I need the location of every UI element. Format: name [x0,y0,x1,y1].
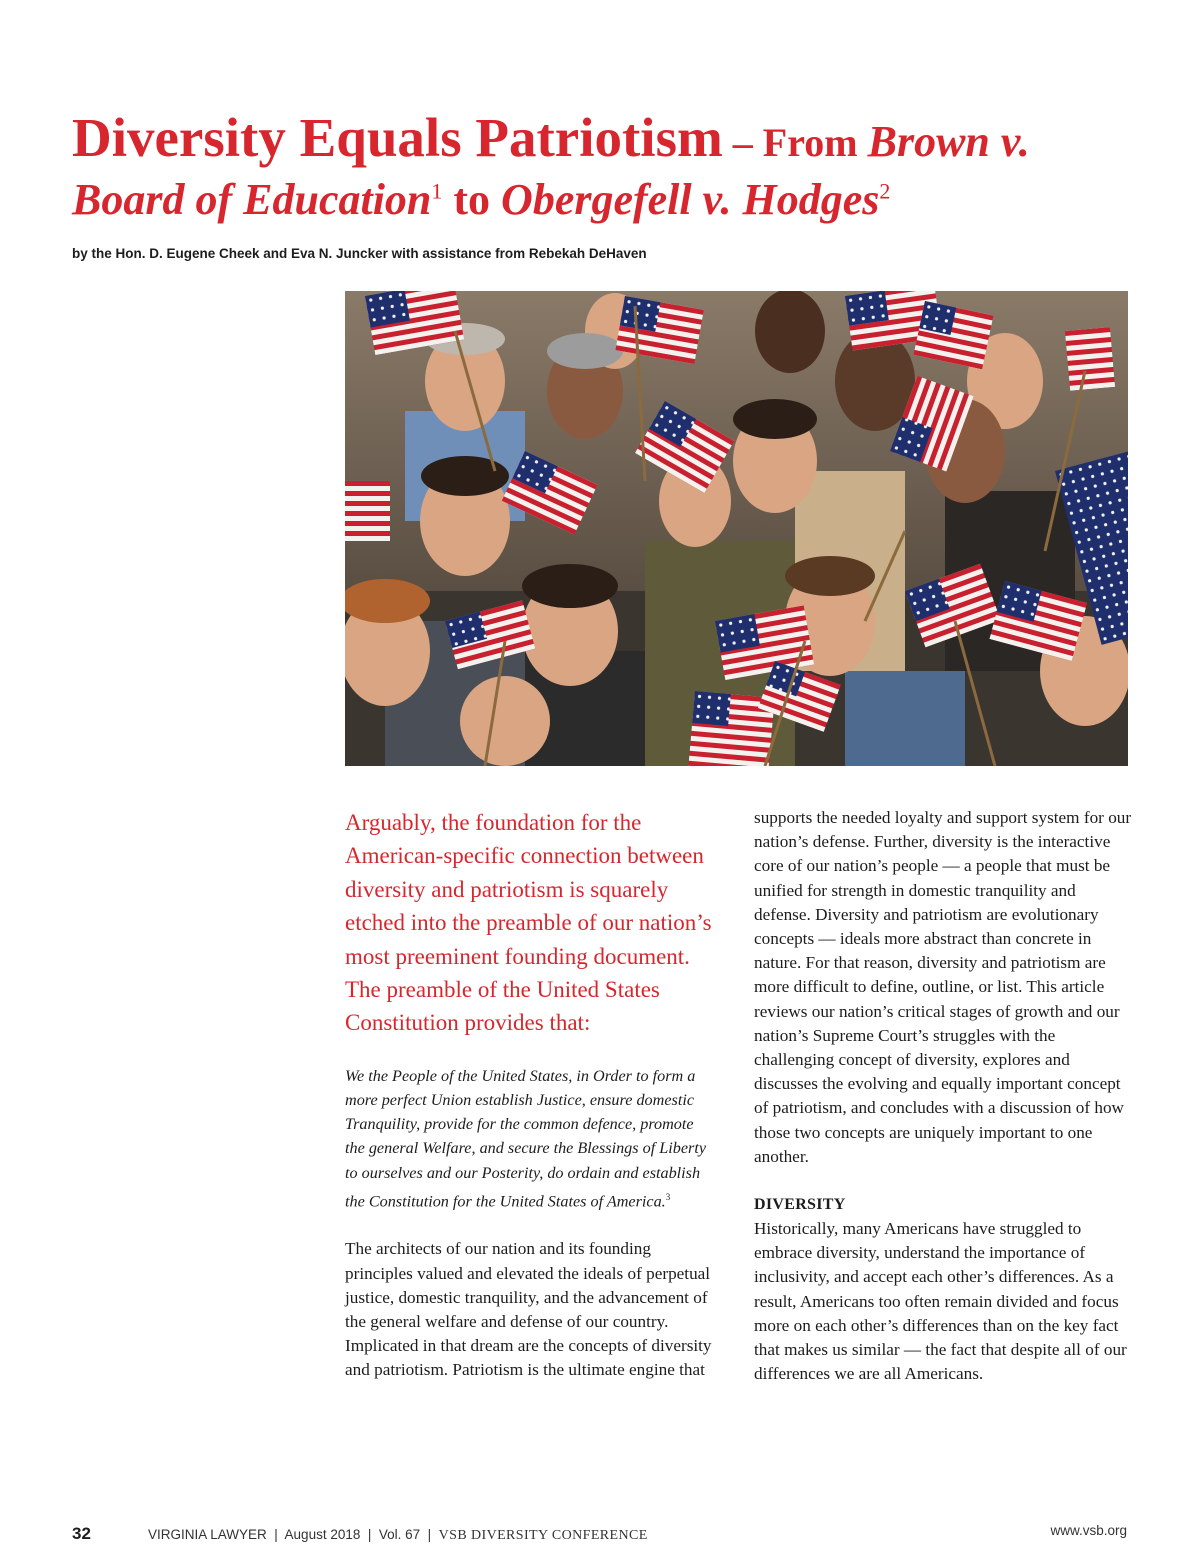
title-case-brown-b: Board of Education [72,175,432,224]
section-heading-diversity: DIVERSITY [754,1196,846,1214]
body-paragraph-historically: Historically, many Americans have struggled to embrace diversity, understand the importance of inclusivity, and accept each other’s differences. As a result, Americans too often remain divided and focus more on each other’s differences than on the key fact that makes us similar — the fact that despite all of our differences we are all Americans. [754,1219,1127,1384]
title-dash: – From [722,120,868,165]
lead-paragraph: Arguably, the foundation for the American-specific connection between diversity and patriotism is squarely etched into the preamble of our nation’s most preeminent founding document. The preamble of the United States Constitution provides that: [345,810,712,1036]
byline: by the Hon. D. Eugene Cheek and Eva N. Juncker with assistance from Rebekah DeHaven [72,246,647,261]
body-paragraph-architects: The architects of our nation and its founding principles valued and elevated the ideals of perpetual justice, domestic tranquility, and the advancement of the general welfare and defense of our country. Implicated in that dream are the concepts of diversity and patriotism. Patriotism is the ultimate engine that [345,1239,712,1380]
quote-footnote-3: 3 [665,1191,671,1202]
title-case-obergefell: Obergefell v. Hodges [501,175,880,224]
footer-conference: VSB DIVERSITY CONFERENCE [438,1528,648,1543]
footer-url: www.vsb.org [1050,1523,1127,1538]
title-footnote-2: 2 [879,178,891,204]
preamble-quote [345,1064,717,1214]
preamble-quote-text: We the People of the United States, in Order to form a more perfect Union establish Justice, ensure domestic Tranquility, provide for the common defence, promote the general Welfare, and secure the Blessings of Liberty to ourselves and our Posterity, do ordain and establish the Constitution for the United States of America. [345,1066,707,1211]
title-footnote-1: 1 [431,178,443,204]
footer-issue: VIRGINIA LAWYER | August 2018 | Vol. 67 | [148,1527,439,1542]
title-case-brown-a: Brown v. [867,117,1030,166]
title-main: Diversity Equals Patriotism [72,107,723,168]
body-paragraph-continuation: supports the needed loyalty and support system for our nation’s defense. Further, diversity is the interactive core of our nation’s people — a people that must be unified for strength in domestic tranquility and defense. Diversity and patriotism are evolutionary concepts — ideals more abstract than concrete in nature. For that reason, diversity and patriotism are more difficult to define, outline, or list. This article reviews our nation’s critical stages of growth and our nation’s Supreme Court’s struggles with the challenging concept of diversity, explores and discusses the evolving and equally important concept of patriotism, and concludes with a discussion of how those two concepts are uniquely important to one another. [754,808,1132,1166]
page-number: 32 [72,1524,91,1543]
title-to: to [442,175,502,224]
crowd-with-flags-photo [345,291,1128,766]
column-right [754,806,1134,1386]
article-title [72,108,1152,225]
column-left [345,806,717,1383]
footer-magazine-info [148,1527,648,1544]
